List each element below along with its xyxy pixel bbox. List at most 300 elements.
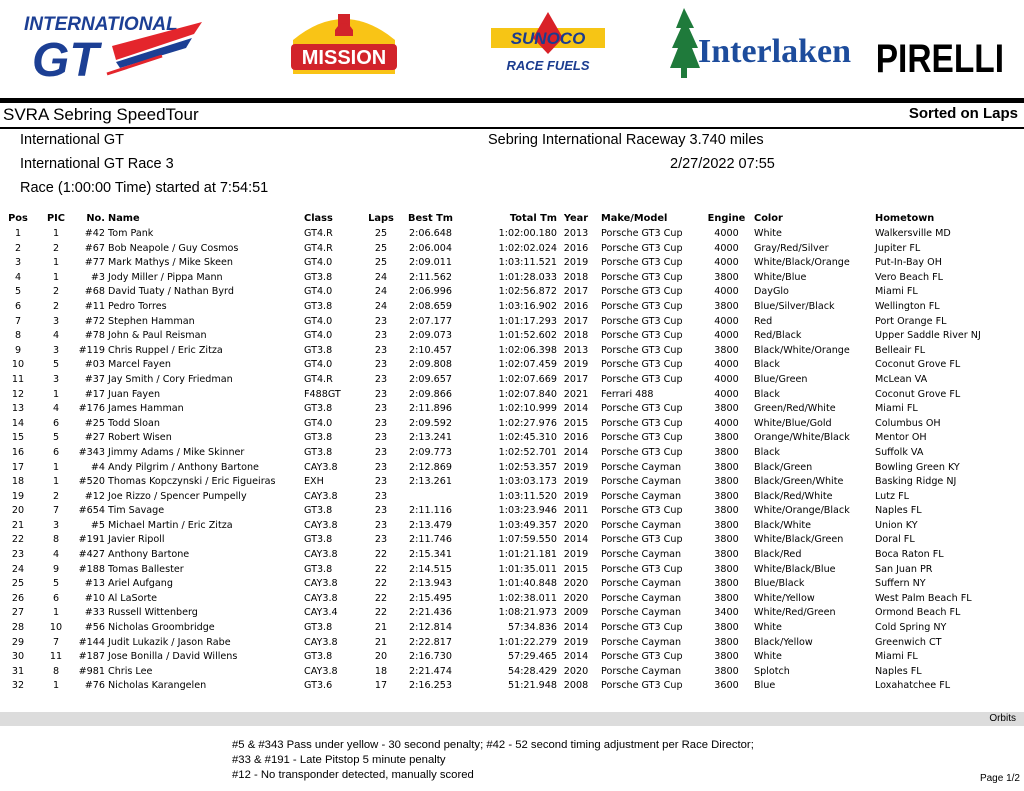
table-row bbox=[0, 315, 1024, 330]
page-number: Page 1/2 bbox=[979, 773, 1020, 784]
cell-pic: 5 bbox=[52, 359, 60, 371]
svg-text:GT: GT bbox=[32, 34, 99, 87]
cell-car-number: #144 bbox=[78, 636, 105, 648]
cell-driver-name: Jody Miller / Pippa Mann bbox=[108, 271, 223, 283]
table-row bbox=[0, 402, 1024, 417]
cell-hometown: West Palm Beach FL bbox=[875, 592, 972, 604]
cell-car-number: #520 bbox=[78, 476, 105, 488]
cell-year: 2017 bbox=[563, 373, 589, 385]
cell-year: 2019 bbox=[563, 476, 589, 488]
cell-color: Red/Black bbox=[754, 330, 802, 342]
cell-driver-name: Stephen Hamman bbox=[108, 315, 195, 327]
cell-year: 2014 bbox=[563, 622, 589, 634]
cell-pic: 2 bbox=[52, 286, 60, 298]
cell-pic: 1 bbox=[52, 680, 60, 692]
cell-car-number: #56 bbox=[84, 622, 105, 634]
cell-total-time: 57:29.465 bbox=[507, 651, 557, 663]
cell-engine: 3800 bbox=[714, 490, 739, 502]
cell-car-number: #10 bbox=[84, 592, 105, 604]
cell-class: GT3.6 bbox=[304, 680, 333, 692]
cell-year: 2016 bbox=[563, 432, 589, 444]
cell-class: CAY3.8 bbox=[304, 461, 338, 473]
cell-make-model: Porsche GT3 Cup bbox=[601, 228, 683, 239]
cell-engine: 4000 bbox=[714, 417, 739, 429]
cell-pos: 18 bbox=[11, 476, 25, 488]
cell-total-time: 57:34.836 bbox=[507, 622, 557, 634]
col-pos: Pos bbox=[8, 213, 28, 224]
table-row bbox=[0, 446, 1024, 461]
cell-pic: 8 bbox=[52, 534, 60, 546]
cell-class: CAY3.8 bbox=[304, 578, 338, 590]
cell-best-time: 2:09.073 bbox=[409, 330, 452, 342]
cell-best-time: 2:16.730 bbox=[409, 651, 452, 663]
cell-pic: 5 bbox=[52, 578, 60, 590]
cell-pic: 1 bbox=[52, 271, 60, 283]
cell-hometown: Union KY bbox=[875, 519, 918, 531]
cell-engine: 3800 bbox=[714, 344, 739, 356]
cell-make-model: Porsche Cayman bbox=[601, 549, 682, 561]
cell-laps: 22 bbox=[374, 549, 388, 561]
cell-pic: 8 bbox=[52, 665, 60, 677]
orbits-bar bbox=[0, 712, 1024, 726]
cell-hometown: Naples FL bbox=[875, 505, 922, 517]
cell-total-time: 1:03:11.521 bbox=[498, 257, 557, 269]
cell-class: GT3.8 bbox=[304, 271, 333, 283]
note-line: #5 & #343 Pass under yellow - 30 second penalty; #42 - 52 second timing adjustment per Race Director; bbox=[232, 739, 754, 751]
cell-pic: 1 bbox=[52, 388, 60, 400]
cell-driver-name: Jose Bonilla / David Willens bbox=[108, 651, 238, 663]
cell-make-model: Porsche Cayman bbox=[601, 592, 682, 604]
cell-engine: 4000 bbox=[714, 388, 739, 400]
cell-year: 2019 bbox=[563, 490, 589, 502]
cell-hometown: Coconut Grove FL bbox=[875, 388, 961, 400]
cell-hometown: Ormond Beach FL bbox=[875, 607, 961, 619]
col-class: Class bbox=[304, 213, 333, 224]
cell-year: 2018 bbox=[563, 330, 589, 342]
cell-best-time: 2:09.773 bbox=[409, 446, 452, 458]
cell-pic: 1 bbox=[52, 461, 60, 473]
table-row bbox=[0, 490, 1024, 505]
cell-pos: 27 bbox=[11, 607, 25, 619]
cell-make-model: Porsche GT3 Cup bbox=[601, 373, 683, 385]
cell-hometown: Vero Beach FL bbox=[875, 271, 944, 283]
cell-car-number: #76 bbox=[84, 680, 105, 692]
table-row bbox=[0, 475, 1024, 490]
cell-laps: 23 bbox=[374, 388, 388, 400]
cell-pos: 12 bbox=[11, 388, 25, 400]
cell-pos: 2 bbox=[14, 242, 22, 254]
cell-engine: 3800 bbox=[714, 271, 739, 283]
cell-make-model: Porsche GT3 Cup bbox=[601, 330, 683, 342]
cell-year: 2021 bbox=[563, 388, 589, 400]
cell-pos: 28 bbox=[11, 622, 25, 634]
cell-best-time: 2:09.592 bbox=[409, 417, 452, 429]
cell-hometown: San Juan PR bbox=[875, 563, 933, 575]
cell-car-number: #12 bbox=[84, 490, 105, 502]
cell-total-time: 1:01:52.602 bbox=[498, 330, 557, 342]
cell-year: 2020 bbox=[563, 519, 589, 531]
cell-engine: 3800 bbox=[714, 519, 739, 531]
cell-make-model: Porsche GT3 Cup bbox=[601, 651, 683, 663]
cell-make-model: Porsche GT3 Cup bbox=[601, 534, 683, 546]
cell-class: CAY3.8 bbox=[304, 519, 338, 531]
cell-laps: 22 bbox=[374, 563, 388, 575]
table-row bbox=[0, 417, 1024, 432]
cell-best-time: 2:12.814 bbox=[409, 622, 452, 634]
cell-total-time: 1:08:21.973 bbox=[498, 607, 557, 619]
cell-hometown: Columbus OH bbox=[875, 417, 941, 429]
cell-best-time bbox=[394, 490, 467, 505]
cell-pic: 2 bbox=[52, 242, 60, 254]
cell-year: 2019 bbox=[563, 636, 589, 648]
cell-class: GT3.8 bbox=[304, 505, 333, 517]
cell-hometown: Upper Saddle River NJ bbox=[875, 330, 981, 342]
cell-driver-name: James Hamman bbox=[108, 403, 184, 415]
cell-best-time: 2:06.996 bbox=[409, 286, 452, 298]
cell-color: White/Blue bbox=[754, 271, 807, 283]
cell-year: 2015 bbox=[563, 563, 589, 575]
svg-text:Interlaken: Interlaken bbox=[698, 33, 851, 70]
cell-best-time: 2:12.869 bbox=[409, 461, 452, 473]
cell-total-time: 1:02:56.872 bbox=[498, 286, 557, 298]
cell-laps: 25 bbox=[374, 257, 388, 269]
col-total: Total Tm bbox=[509, 213, 557, 224]
cell-laps: 17 bbox=[374, 680, 388, 692]
cell-year: 2019 bbox=[563, 257, 589, 269]
cell-pos: 15 bbox=[11, 432, 25, 444]
table-row bbox=[0, 563, 1024, 578]
table-row bbox=[0, 636, 1024, 651]
interlaken-logo bbox=[668, 4, 851, 84]
cell-class: CAY3.8 bbox=[304, 636, 338, 648]
cell-engine: 4000 bbox=[714, 286, 739, 298]
race-name: International GT Race 3 bbox=[20, 156, 174, 172]
cell-make-model: Porsche Cayman bbox=[601, 578, 682, 590]
cell-color: White/Orange/Black bbox=[754, 505, 850, 517]
cell-hometown: McLean VA bbox=[875, 373, 928, 385]
cell-best-time: 2:11.562 bbox=[409, 271, 452, 283]
cell-color: Blue/Silver/Black bbox=[754, 300, 835, 312]
cell-engine: 3800 bbox=[714, 578, 739, 590]
cell-driver-name: Chris Lee bbox=[108, 665, 153, 677]
cell-color: White/Yellow bbox=[754, 592, 815, 604]
cell-year: 2013 bbox=[563, 344, 589, 356]
cell-total-time: 51:21.948 bbox=[507, 680, 557, 692]
cell-car-number: #27 bbox=[84, 432, 105, 444]
cell-car-number: #654 bbox=[78, 505, 105, 517]
cell-engine: 3800 bbox=[714, 505, 739, 517]
cell-driver-name: Robert Wisen bbox=[108, 432, 172, 444]
cell-driver-name: Marcel Fayen bbox=[108, 359, 171, 371]
cell-car-number: #343 bbox=[78, 446, 105, 458]
cell-color: Green/Red/White bbox=[754, 403, 836, 415]
cell-pic: 7 bbox=[52, 505, 60, 517]
cell-pic: 7 bbox=[52, 636, 60, 648]
cell-make-model: Porsche GT3 Cup bbox=[601, 271, 683, 283]
cell-driver-name: Juan Fayen bbox=[108, 388, 161, 400]
cell-year: 2015 bbox=[563, 417, 589, 429]
table-row bbox=[0, 227, 1024, 242]
cell-make-model: Porsche GT3 Cup bbox=[601, 344, 683, 356]
cell-year: 2014 bbox=[563, 403, 589, 415]
cell-car-number: #188 bbox=[78, 563, 105, 575]
cell-hometown: Basking Ridge NJ bbox=[875, 476, 957, 488]
svg-text:RACE FUELS: RACE FUELS bbox=[506, 58, 590, 73]
cell-year: 2014 bbox=[563, 534, 589, 546]
table-row bbox=[0, 329, 1024, 344]
cell-engine: 3800 bbox=[714, 563, 739, 575]
cell-year: 2016 bbox=[563, 300, 589, 312]
cell-engine: 3800 bbox=[714, 476, 739, 488]
table-row bbox=[0, 256, 1024, 271]
cell-laps: 23 bbox=[374, 315, 388, 327]
cell-make-model: Porsche Cayman bbox=[601, 461, 682, 473]
cell-driver-name: Joe Rizzo / Spencer Pumpelly bbox=[108, 490, 247, 502]
cell-best-time: 2:09.866 bbox=[409, 388, 452, 400]
cell-car-number: #11 bbox=[84, 300, 105, 312]
cell-pic: 4 bbox=[52, 549, 60, 561]
cell-class: GT3.8 bbox=[304, 446, 333, 458]
series-name: International GT bbox=[20, 132, 124, 148]
cell-hometown: Boca Raton FL bbox=[875, 549, 944, 561]
cell-laps: 21 bbox=[374, 622, 388, 634]
cell-class: GT4.0 bbox=[304, 257, 333, 269]
cell-color: Black/Red bbox=[754, 549, 802, 561]
cell-hometown: Coconut Grove FL bbox=[875, 359, 961, 371]
cell-best-time: 2:06.004 bbox=[409, 242, 452, 254]
cell-pos: 31 bbox=[11, 665, 25, 677]
cell-class: GT3.8 bbox=[304, 622, 333, 634]
cell-car-number: #5 bbox=[90, 519, 105, 531]
cell-best-time: 2:21.474 bbox=[409, 665, 452, 677]
cell-class: F488GT bbox=[304, 388, 341, 400]
cell-driver-name: Tomas Ballester bbox=[108, 563, 184, 575]
cell-total-time: 1:03:03.173 bbox=[498, 476, 557, 488]
cell-best-time: 2:22.817 bbox=[409, 636, 452, 648]
cell-class: GT3.8 bbox=[304, 344, 333, 356]
col-best: Best Tm bbox=[408, 213, 453, 224]
cell-laps: 23 bbox=[374, 344, 388, 356]
cell-laps: 23 bbox=[374, 446, 388, 458]
cell-class: GT4.0 bbox=[304, 359, 333, 371]
cell-pos: 24 bbox=[11, 563, 25, 575]
cell-car-number: #78 bbox=[84, 330, 105, 342]
cell-color: White/Blue/Gold bbox=[754, 417, 832, 429]
cell-class: GT4.R bbox=[304, 242, 333, 254]
table-row bbox=[0, 300, 1024, 315]
cell-car-number: #17 bbox=[84, 388, 105, 400]
cell-total-time: 1:02:07.840 bbox=[498, 388, 557, 400]
cell-total-time: 1:01:28.033 bbox=[498, 271, 557, 283]
cell-pos: 30 bbox=[11, 651, 25, 663]
cell-total-time: 1:02:52.701 bbox=[498, 446, 557, 458]
cell-car-number: #33 bbox=[84, 607, 105, 619]
cell-car-number: #427 bbox=[78, 549, 105, 561]
table-row bbox=[0, 606, 1024, 621]
cell-hometown: Wellington FL bbox=[875, 300, 940, 312]
cell-car-number: #187 bbox=[78, 651, 105, 663]
cell-make-model: Porsche Cayman bbox=[601, 636, 682, 648]
cell-total-time: 1:02:45.310 bbox=[498, 432, 557, 444]
table-row bbox=[0, 665, 1024, 680]
cell-engine: 3800 bbox=[714, 549, 739, 561]
cell-driver-name: David Tuaty / Nathan Byrd bbox=[108, 286, 234, 298]
cell-pos: 1 bbox=[14, 228, 22, 239]
cell-engine: 3800 bbox=[714, 636, 739, 648]
cell-total-time: 1:07:59.550 bbox=[498, 534, 557, 546]
cell-hometown: Suffern NY bbox=[875, 578, 926, 590]
cell-pos: 29 bbox=[11, 636, 25, 648]
table-row bbox=[0, 388, 1024, 403]
cell-driver-name: Tom Pank bbox=[108, 228, 154, 239]
cell-pos: 17 bbox=[11, 461, 25, 473]
cell-engine: 4000 bbox=[714, 373, 739, 385]
cell-hometown: Naples FL bbox=[875, 665, 922, 677]
cell-best-time: 2:14.515 bbox=[409, 563, 452, 575]
cell-make-model: Porsche GT3 Cup bbox=[601, 403, 683, 415]
cell-pic: 1 bbox=[52, 228, 60, 239]
cell-year: 2013 bbox=[563, 228, 589, 239]
cell-class: GT3.8 bbox=[304, 563, 333, 575]
track-name: Sebring International Raceway 3.740 miles bbox=[488, 132, 764, 148]
cell-laps: 23 bbox=[374, 505, 388, 517]
mission-logo bbox=[283, 4, 405, 84]
table-header-row bbox=[0, 211, 1024, 227]
cell-pic: 1 bbox=[52, 607, 60, 619]
cell-hometown: Suffolk VA bbox=[875, 446, 924, 458]
cell-color: Black bbox=[754, 359, 780, 371]
cell-best-time: 2:11.746 bbox=[409, 534, 452, 546]
table-row bbox=[0, 431, 1024, 446]
cell-hometown: Lutz FL bbox=[875, 490, 909, 502]
cell-total-time: 1:01:40.848 bbox=[498, 578, 557, 590]
cell-laps: 23 bbox=[374, 403, 388, 415]
cell-laps: 20 bbox=[374, 651, 388, 663]
cell-engine: 3800 bbox=[714, 446, 739, 458]
cell-pic: 6 bbox=[52, 446, 60, 458]
cell-engine: 3800 bbox=[714, 622, 739, 634]
cell-pos: 25 bbox=[11, 578, 25, 590]
cell-car-number: #3 bbox=[90, 271, 105, 283]
cell-color: White/Black/Blue bbox=[754, 563, 836, 575]
cell-pic: 11 bbox=[49, 651, 63, 663]
cell-car-number: #13 bbox=[84, 578, 105, 590]
cell-car-number: #119 bbox=[78, 344, 105, 356]
cell-hometown: Miami FL bbox=[875, 286, 918, 298]
cell-driver-name: Russell Wittenberg bbox=[108, 607, 198, 619]
cell-hometown: Mentor OH bbox=[875, 432, 927, 444]
cell-driver-name: Jay Smith / Cory Friedman bbox=[108, 373, 233, 385]
cell-engine: 3800 bbox=[714, 300, 739, 312]
sunoco-race-fuels-logo bbox=[483, 4, 613, 84]
cell-engine: 3800 bbox=[714, 651, 739, 663]
cell-year: 2011 bbox=[563, 505, 589, 517]
cell-hometown: Cold Spring NY bbox=[875, 622, 947, 634]
cell-class: EXH bbox=[304, 476, 324, 488]
cell-laps: 23 bbox=[374, 417, 388, 429]
cell-car-number: #67 bbox=[84, 242, 105, 254]
cell-best-time: 2:09.657 bbox=[409, 373, 452, 385]
cell-best-time: 2:15.495 bbox=[409, 592, 452, 604]
cell-color: White bbox=[754, 651, 782, 663]
cell-best-time: 2:11.896 bbox=[409, 403, 452, 415]
cell-pos: 20 bbox=[11, 505, 25, 517]
cell-best-time: 2:11.116 bbox=[409, 505, 452, 517]
cell-make-model: Porsche Cayman bbox=[601, 519, 682, 531]
cell-class: GT4.0 bbox=[304, 315, 333, 327]
cell-color: DayGlo bbox=[754, 286, 789, 298]
cell-pos: 13 bbox=[11, 403, 25, 415]
cell-color: Blue/Black bbox=[754, 578, 805, 590]
svg-text:MISSION: MISSION bbox=[301, 47, 387, 69]
cell-make-model: Porsche GT3 Cup bbox=[601, 300, 683, 312]
cell-hometown: Loxahatchee FL bbox=[875, 680, 951, 692]
cell-pos: 23 bbox=[11, 549, 25, 561]
cell-engine: 3800 bbox=[714, 461, 739, 473]
cell-make-model: Porsche Cayman bbox=[601, 476, 682, 488]
cell-driver-name: Chris Ruppel / Eric Zitza bbox=[108, 344, 223, 356]
table-row bbox=[0, 373, 1024, 388]
cell-total-time: 1:02:27.976 bbox=[498, 417, 557, 429]
table-row bbox=[0, 592, 1024, 607]
cell-laps: 25 bbox=[374, 228, 388, 239]
cell-pos: 5 bbox=[14, 286, 22, 298]
cell-laps: 23 bbox=[374, 476, 388, 488]
cell-pic: 2 bbox=[52, 490, 60, 502]
table-row bbox=[0, 519, 1024, 534]
cell-car-number: #4 bbox=[90, 461, 105, 473]
cell-year: 2014 bbox=[563, 651, 589, 663]
cell-make-model: Porsche GT3 Cup bbox=[601, 417, 683, 429]
cell-driver-name: Judit Lukazik / Jason Rabe bbox=[108, 636, 231, 648]
cell-total-time: 1:02:38.011 bbox=[498, 592, 557, 604]
table-row bbox=[0, 344, 1024, 359]
cell-pos: 8 bbox=[14, 330, 22, 342]
cell-best-time: 2:06.648 bbox=[409, 228, 452, 239]
cell-driver-name: Al LaSorte bbox=[108, 592, 158, 604]
cell-class: GT3.8 bbox=[304, 651, 333, 663]
cell-color: Black/Yellow bbox=[754, 636, 813, 648]
table-row bbox=[0, 548, 1024, 563]
cell-class: GT3.8 bbox=[304, 432, 333, 444]
event-title: SVRA Sebring SpeedTour bbox=[3, 105, 199, 124]
pirelli-logo bbox=[872, 4, 1004, 84]
cell-driver-name: Ariel Aufgang bbox=[108, 578, 173, 590]
cell-color: Splotch bbox=[754, 665, 790, 677]
cell-driver-name: Jimmy Adams / Mike Skinner bbox=[108, 446, 245, 458]
svg-text:INTERNATIONAL: INTERNATIONAL bbox=[24, 14, 178, 35]
cell-car-number: #176 bbox=[78, 403, 105, 415]
cell-best-time: 2:09.011 bbox=[409, 257, 452, 269]
cell-engine: 4000 bbox=[714, 228, 739, 239]
cell-engine: 3800 bbox=[714, 432, 739, 444]
cell-total-time: 1:02:00.180 bbox=[498, 228, 557, 239]
cell-pic: 2 bbox=[52, 300, 60, 312]
cell-pic: 1 bbox=[52, 257, 60, 269]
cell-hometown: Port Orange FL bbox=[875, 315, 947, 327]
cell-engine: 4000 bbox=[714, 359, 739, 371]
cell-car-number: #191 bbox=[78, 534, 105, 546]
cell-class: GT3.8 bbox=[304, 403, 333, 415]
cell-make-model: Porsche GT3 Cup bbox=[601, 680, 683, 692]
cell-laps: 25 bbox=[374, 242, 388, 254]
cell-driver-name: Michael Martin / Eric Zitza bbox=[108, 519, 233, 531]
cell-total-time: 1:01:35.011 bbox=[498, 563, 557, 575]
cell-make-model: Porsche GT3 Cup bbox=[601, 432, 683, 444]
cell-car-number: #25 bbox=[84, 417, 105, 429]
note-line: #12 - No transponder detected, manually scored bbox=[232, 769, 474, 781]
table-row bbox=[0, 650, 1024, 665]
